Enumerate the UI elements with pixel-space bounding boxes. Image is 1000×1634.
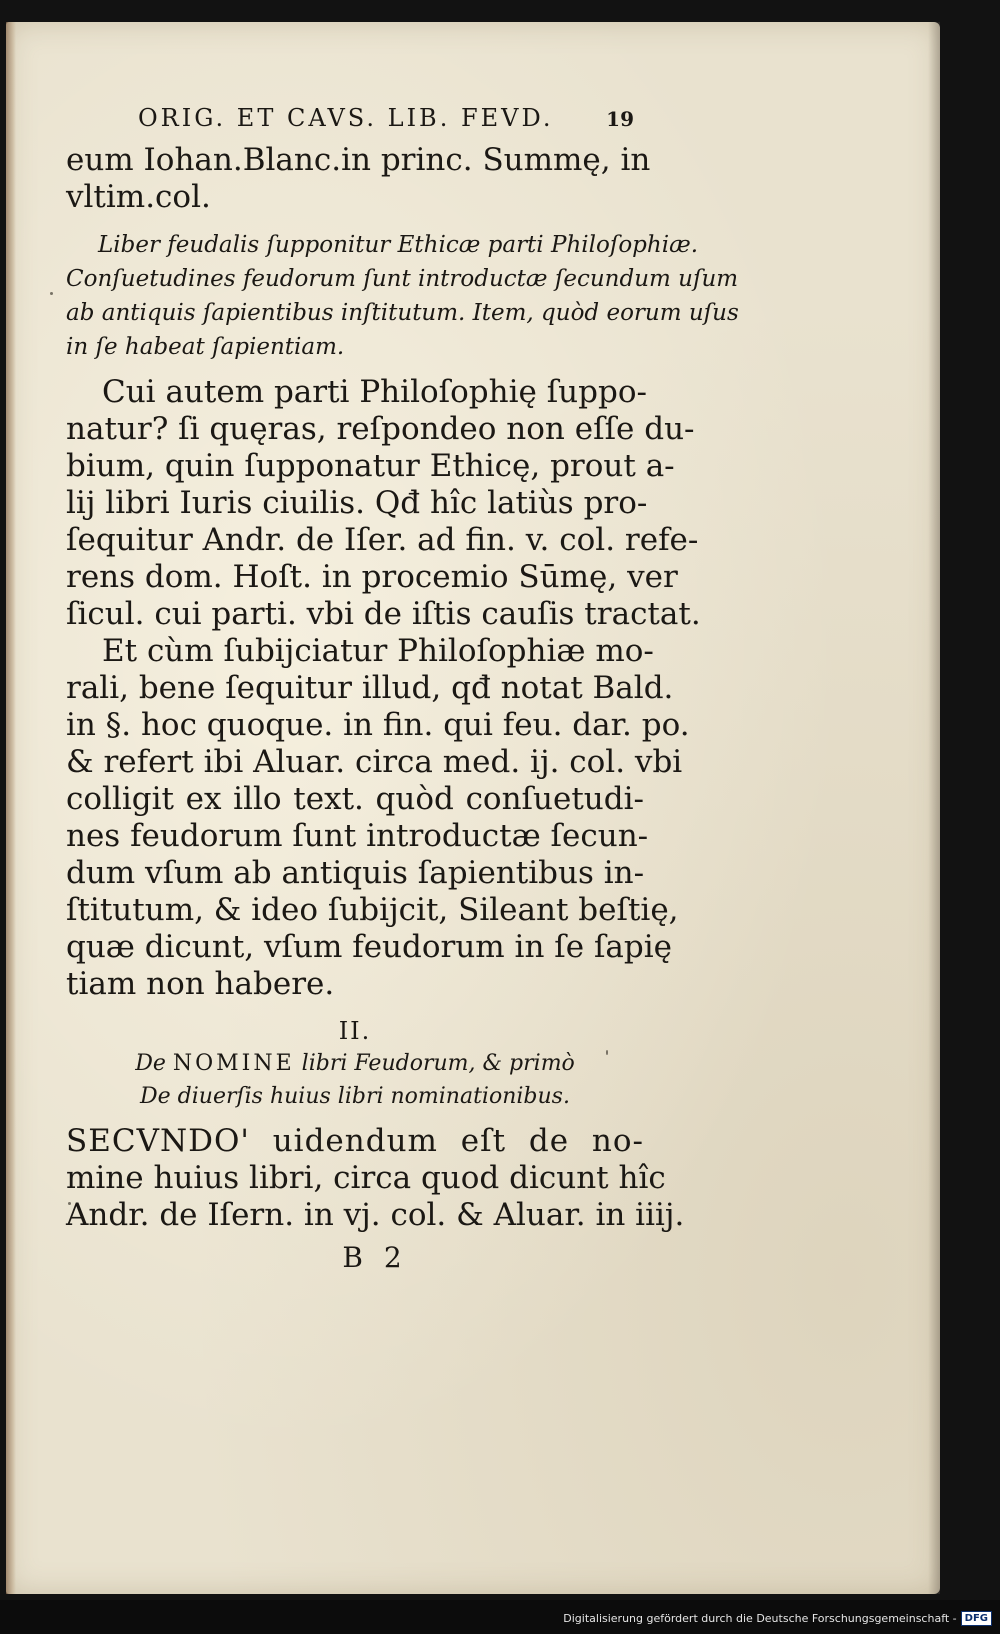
text-line: mine huius libri, circa quod dicunt hîc — [66, 1160, 666, 1196]
text-line: tiam non habere. — [66, 966, 335, 1002]
marginal-summary — [66, 228, 739, 364]
folio-number: 19 — [606, 107, 634, 131]
signature-mark: B 2 — [342, 1241, 408, 1274]
section-heading — [66, 1047, 644, 1113]
text-line: quæ dicunt, vſum feudorum in ſe ſapię — [66, 929, 673, 965]
text-line: Andr. de Iſern. in vj. col. & Aluar. in iiij. — [66, 1197, 685, 1233]
text-line: ſtitutum, & ideo ſubijcit, Sileant beſtię, — [66, 892, 679, 928]
section-subtitle: De diuerſis huius libri nominationibus. — [140, 1084, 570, 1109]
text-line: ſicul. cui parti. vbi de iſtis cauſis tractat. — [66, 596, 701, 632]
text-line: lij libri Iuris ciuilis. Qđ hîc latiùs pro- — [66, 485, 648, 521]
section-title-prefix: De — [135, 1051, 166, 1076]
summary-line: Conſuetudines feudorum ſunt introductæ ſecundum uſum — [66, 266, 739, 292]
dfg-logo: DFG — [961, 1611, 992, 1626]
text-line: rens dom. Hoſt. in procemio Sūmę, ver — [66, 559, 678, 595]
section-title-line — [66, 1047, 644, 1080]
summary-line: ab antiquis ſapientibus inſtitutum. Item, quòd eorum uſus — [66, 300, 739, 326]
text-line: Cui autem parti Philoſophię ſuppo- — [102, 374, 647, 410]
running-head — [138, 104, 644, 140]
text-line: in §. hoc quoque. in fin. qui feu. dar. po. — [66, 707, 690, 743]
text-line: natur? ſi quęras, reſpondeo non eſſe du- — [66, 411, 695, 447]
credit-text: Digitalisierung gefördert durch die Deutsche Forschungsgemeinschaft - — [563, 1611, 957, 1625]
section-title-rest: libri Feudorum, & primò — [301, 1051, 575, 1076]
summary-line: Liber feudalis ſupponitur Ethicæ parti Philoſophiæ. — [98, 232, 698, 258]
text-line: Et cùm ſubijciatur Philoſophiæ mo- — [102, 633, 654, 669]
paragraph-two — [66, 633, 690, 1003]
text-line: ſequitur Andr. de Iſer. ad fin. v. col. refe- — [66, 522, 699, 558]
section-number: II. — [338, 1017, 372, 1045]
text-line: SECVNDO' uidendum eſt de no- — [66, 1123, 644, 1159]
summary-line: in ſe habeat ſapientiam. — [66, 334, 345, 360]
page-binding-edge — [6, 22, 16, 1594]
text-line: eum Iohan.Blanc.in princ. Summę, in — [66, 142, 651, 178]
text-line: bium, quin ſupponatur Ethicę, prout a- — [66, 448, 675, 484]
paragraph-one — [66, 374, 701, 633]
opening-lines — [66, 142, 651, 216]
running-head-title: ORIG. ET CAVS. LIB. FEVD. — [138, 104, 554, 132]
text-line: dum vſum ab antiquis ſapientibus in- — [66, 855, 645, 891]
book-page — [6, 22, 940, 1594]
text-line: nes feudorum ſunt introductæ ſecun- — [66, 818, 649, 854]
text-line: vltim.col. — [66, 179, 211, 215]
text-line: colligit ex illo text. quòd conſuetudi- — [66, 781, 644, 817]
paragraph-three — [66, 1123, 685, 1234]
page-text-block — [66, 104, 739, 1276]
text-line: & refert ibi Aluar. circa med. ij. col. vbi — [66, 744, 683, 780]
paper-speck — [50, 292, 53, 295]
section-title-caps: NOMINE — [172, 1051, 295, 1076]
text-line: rali, bene ſequitur illud, qđ notat Bald. — [66, 670, 674, 706]
digitization-credit — [563, 1607, 992, 1629]
page-fore-edge — [928, 22, 940, 1594]
